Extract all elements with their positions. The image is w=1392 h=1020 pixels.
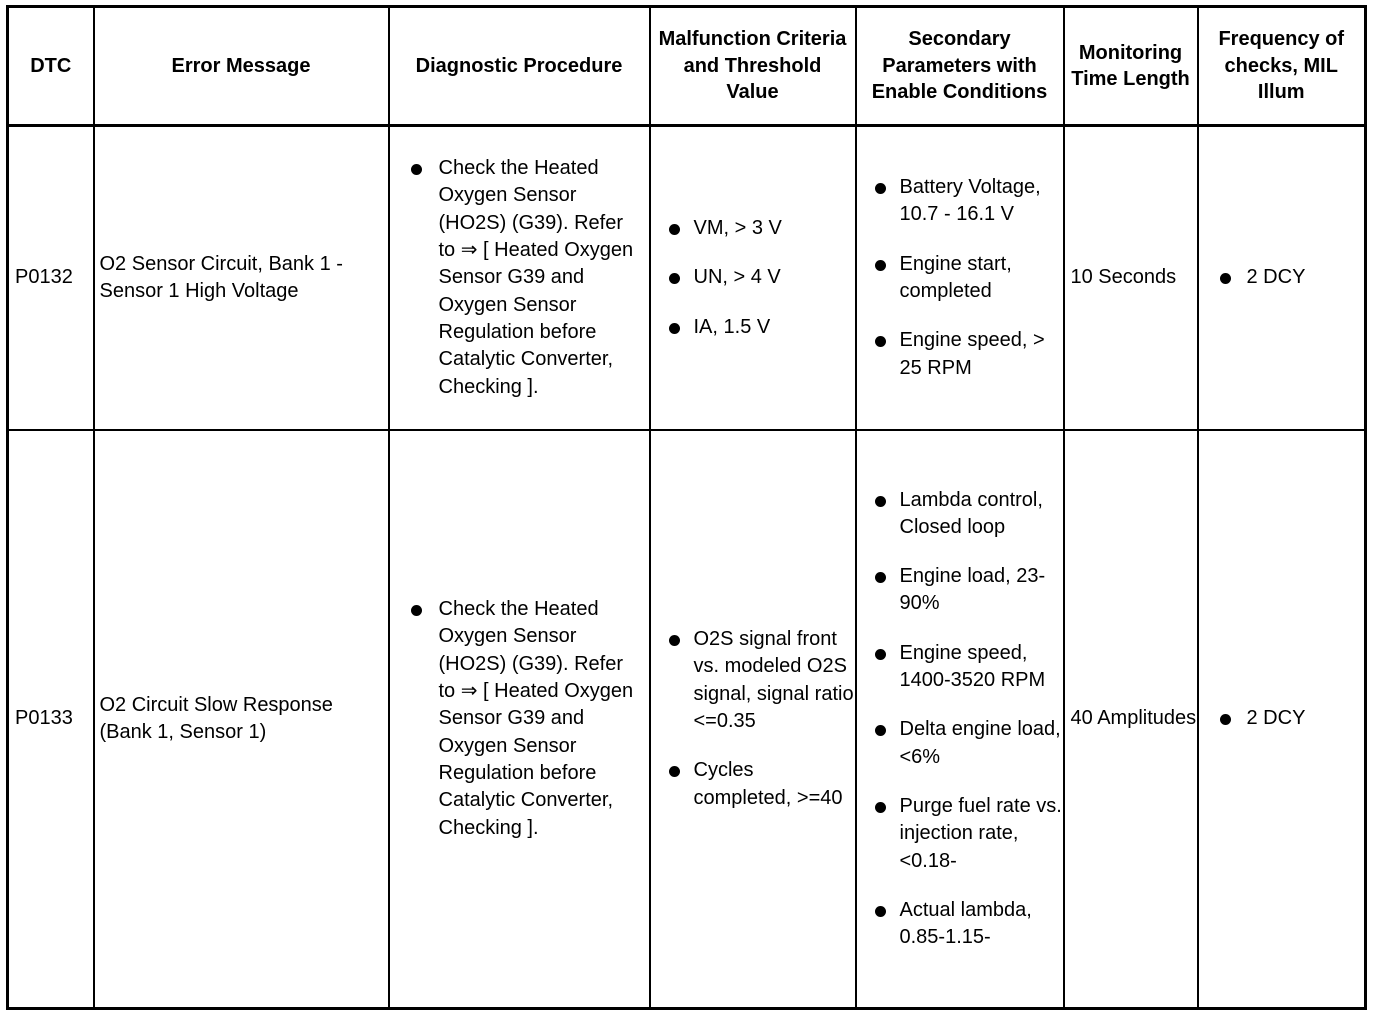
- diagnostic-procedure: [389, 430, 650, 1009]
- procedure-item: Check the Heated Oxygen Sensor (HO2S) (G39). Refer to ⇒ [ Heated Oxygen Sensor G39 and Oxygen Sensor Regulation before Catalytic Converter, Checking ].: [390, 596, 649, 842]
- frequency: [1198, 430, 1366, 1009]
- monitoring-time: 40 Amplitudes: [1064, 430, 1198, 1009]
- header-row: [8, 7, 1366, 126]
- header-malfunction-criteria: Malfunction Criteria and Threshold Value: [650, 7, 856, 126]
- frequency-item: 2 DCY: [1199, 705, 1365, 732]
- header-frequency: Frequency of checks, MIL Illum: [1198, 7, 1366, 126]
- secondary-item: Delta engine load, <6%: [857, 716, 1063, 771]
- secondary-parameters: [856, 126, 1064, 431]
- header-monitoring-time: Monitoring Time Length: [1064, 7, 1198, 126]
- secondary-item: Engine speed, 1400-3520 RPM: [857, 640, 1063, 695]
- header-dtc: DTC: [8, 7, 94, 126]
- secondary-item: Actual lambda, 0.85-1.15-: [857, 897, 1063, 952]
- malfunction-criteria: [650, 430, 856, 1009]
- secondary-item: Engine start, completed: [857, 251, 1063, 306]
- frequency: [1198, 126, 1366, 431]
- secondary-item: Purge fuel rate vs. injection rate, <0.18-: [857, 793, 1063, 875]
- procedure-item: Check the Heated Oxygen Sensor (HO2S) (G39). Refer to ⇒ [ Heated Oxygen Sensor G39 and Oxygen Sensor Regulation before Catalytic Converter, Checking ].: [390, 155, 649, 401]
- monitoring-time: 10 Seconds: [1064, 126, 1198, 431]
- frequency-item: 2 DCY: [1199, 264, 1365, 291]
- header-secondary-parameters: Secondary Parameters with Enable Conditions: [856, 7, 1064, 126]
- criteria-item: IA, 1.5 V: [651, 314, 855, 341]
- header-error-message: Error Message: [94, 7, 389, 126]
- error-message: O2 Circuit Slow Response (Bank 1, Sensor 1): [94, 430, 389, 1009]
- secondary-item: Engine load, 23-90%: [857, 563, 1063, 618]
- secondary-item: Engine speed, > 25 RPM: [857, 327, 1063, 382]
- diagnostic-procedure: [389, 126, 650, 431]
- dtc-code: P0132: [8, 126, 94, 431]
- criteria-item: O2S signal front vs. modeled O2S signal, signal ratio <=0.35: [651, 626, 855, 735]
- dtc-code: P0133: [8, 430, 94, 1009]
- criteria-item: VM, > 3 V: [651, 215, 855, 242]
- header-diagnostic-procedure: Diagnostic Procedure: [389, 7, 650, 126]
- secondary-parameters: [856, 430, 1064, 1009]
- table-row: [8, 126, 1366, 431]
- secondary-item: Battery Voltage, 10.7 - 16.1 V: [857, 174, 1063, 229]
- malfunction-criteria: [650, 126, 856, 431]
- error-message: O2 Sensor Circuit, Bank 1 - Sensor 1 High Voltage: [94, 126, 389, 431]
- criteria-item: UN, > 4 V: [651, 264, 855, 291]
- criteria-item: Cycles completed, >=40: [651, 757, 855, 812]
- dtc-table: [6, 5, 1367, 1010]
- secondary-item: Lambda control, Closed loop: [857, 487, 1063, 542]
- table-row: [8, 430, 1366, 1009]
